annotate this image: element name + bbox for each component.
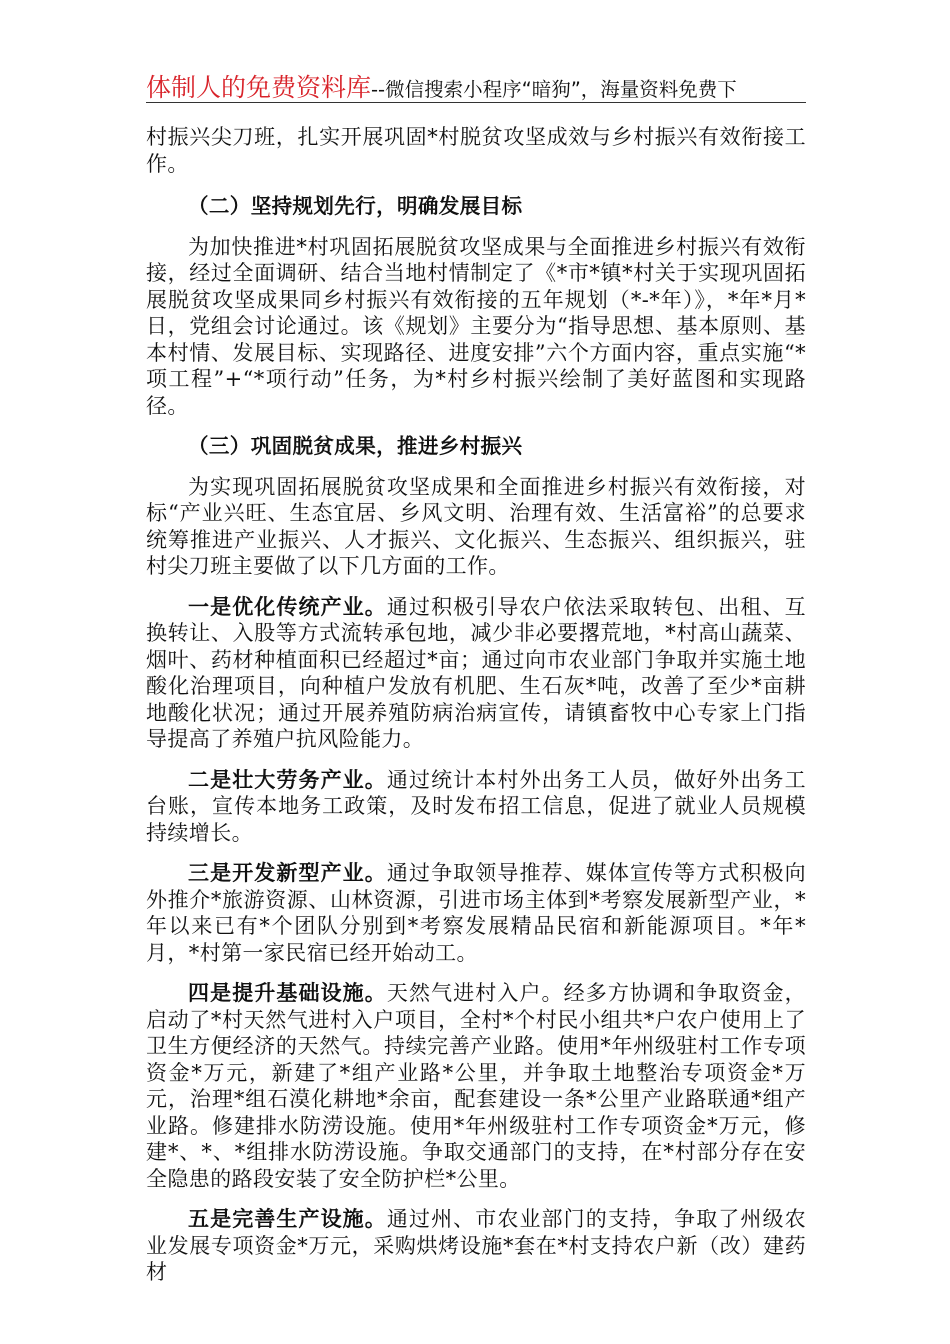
item-text-4: 天然气进村入户。经多方协调和争取资金，启动了*村天然气进村入户项目，全村*个村民小组共*户农户使用上了卫生方便经济的天然气。持续完善产业路。使用*年州级驻村工作专项资金*万元，新建了*组产业路*公里，并争取土地整治专项资金*万元，治理*组石漠化耕地*余亩，配套建设一条*公里产业路联通*组产业路。修建排水防涝设施。使用*年州级驻村工作专项资金*万元，修建*、*、*组排水防涝设施。争取交通部门的支持，在*村部分存在安全隐患的路段安装了安全防护栏*公里。 xyxy=(146,981,806,1191)
continuation-paragraph: 村振兴尖刀班，扎实开展巩固*村脱贫攻坚成效与乡村振兴有效衔接工作。 xyxy=(146,125,806,176)
item-text-2: 通过统计本村外出务工人员，做好外出务工台账，宣传本地务工政策，及时发布招工信息，促进了就业人员规模持续增长。 xyxy=(146,767,806,845)
item-lead-1: 一是优化传统产业。 xyxy=(188,593,387,619)
section-heading-2: （二）坚持规划先行，明确发展目标 xyxy=(188,194,523,218)
page-header xyxy=(146,68,806,103)
item-paragraph-3 xyxy=(146,860,806,966)
item-paragraph-2 xyxy=(146,767,806,847)
item-paragraph-4 xyxy=(146,980,806,1192)
header-tagline: --微信搜索小程序“暗狗”，海量资料免费下 xyxy=(371,78,737,101)
item-text-1: 通过积极引导农户依法采取转包、出租、互换转让、入股等方式流转承包地，减少非必要撂荒地，*村高山蔬菜、烟叶、药材种植面积已经超过*亩；通过向市农业部门争取并实施土地酸化治理项目，向种植户发放有机肥、生石灰*吨，改善了至少*亩耕地酸化状况；通过开展养殖防病治病宣传，请镇畜牧中心专家上门指导提高了养殖户抗风险能力。 xyxy=(146,594,806,751)
brand-title: 体制人的免费资料库 xyxy=(146,73,372,102)
item-lead-5: 五是完善生产设施。 xyxy=(188,1206,387,1231)
item-lead-2: 二是壮大劳务产业。 xyxy=(188,766,387,792)
item-lead-3: 三是开发新型产业。 xyxy=(188,860,387,885)
section-heading-3: （三）巩固脱贫成果，推进乡村振兴 xyxy=(188,434,523,458)
section-3-paragraph: 为实现巩固拓展脱贫攻坚成果和全面推进乡村振兴有效衔接，对标“产业兴旺、生态宜居、乡风文明、治理有效、生活富裕”的总要求统筹推进产业振兴、人才振兴、文化振兴、生态振兴、组织振兴，驻村尖刀班主要做了以下几方面的工作。 xyxy=(146,474,806,578)
item-paragraph-1 xyxy=(146,594,806,753)
item-paragraph-5 xyxy=(146,1206,806,1286)
item-text-5: 通过州、市农业部门的支持，争取了州级农业发展专项资金*万元，采购烘烤设施*套在*村支持农户新（改）建药材 xyxy=(146,1207,806,1284)
section-2-paragraph: 为加快推进*村巩固拓展脱贫攻坚成果与全面推进乡村振兴有效衔接，经过全面调研、结合当地村情制定了《*市*镇*村关于实现巩固拓展脱贫攻坚成果同乡村振兴有效衔接的五年规划（*-*年）》，*年*月*日，党组会讨论通过。该《规划》主要分为“指导思想、基本原则、基本村情、发展目标、实现路径、进度安排”六个方面内容，重点实施“*项工程”+“*项行动”任务，为*村乡村振兴绘制了美好蓝图和实现路径。 xyxy=(146,234,806,418)
item-lead-4: 四是提升基础设施。 xyxy=(188,980,387,1005)
item-text-3: 通过争取领导推荐、媒体宣传等方式积极向外推介*旅游资源、山林资源，引进市场主体到*考察发展新型产业，*年以来已有*个团队分别到*考察发展精品民宿和新能源项目。*年*月，*村第一家民宿已经开始动工。 xyxy=(146,861,806,965)
document-body xyxy=(146,124,806,1300)
